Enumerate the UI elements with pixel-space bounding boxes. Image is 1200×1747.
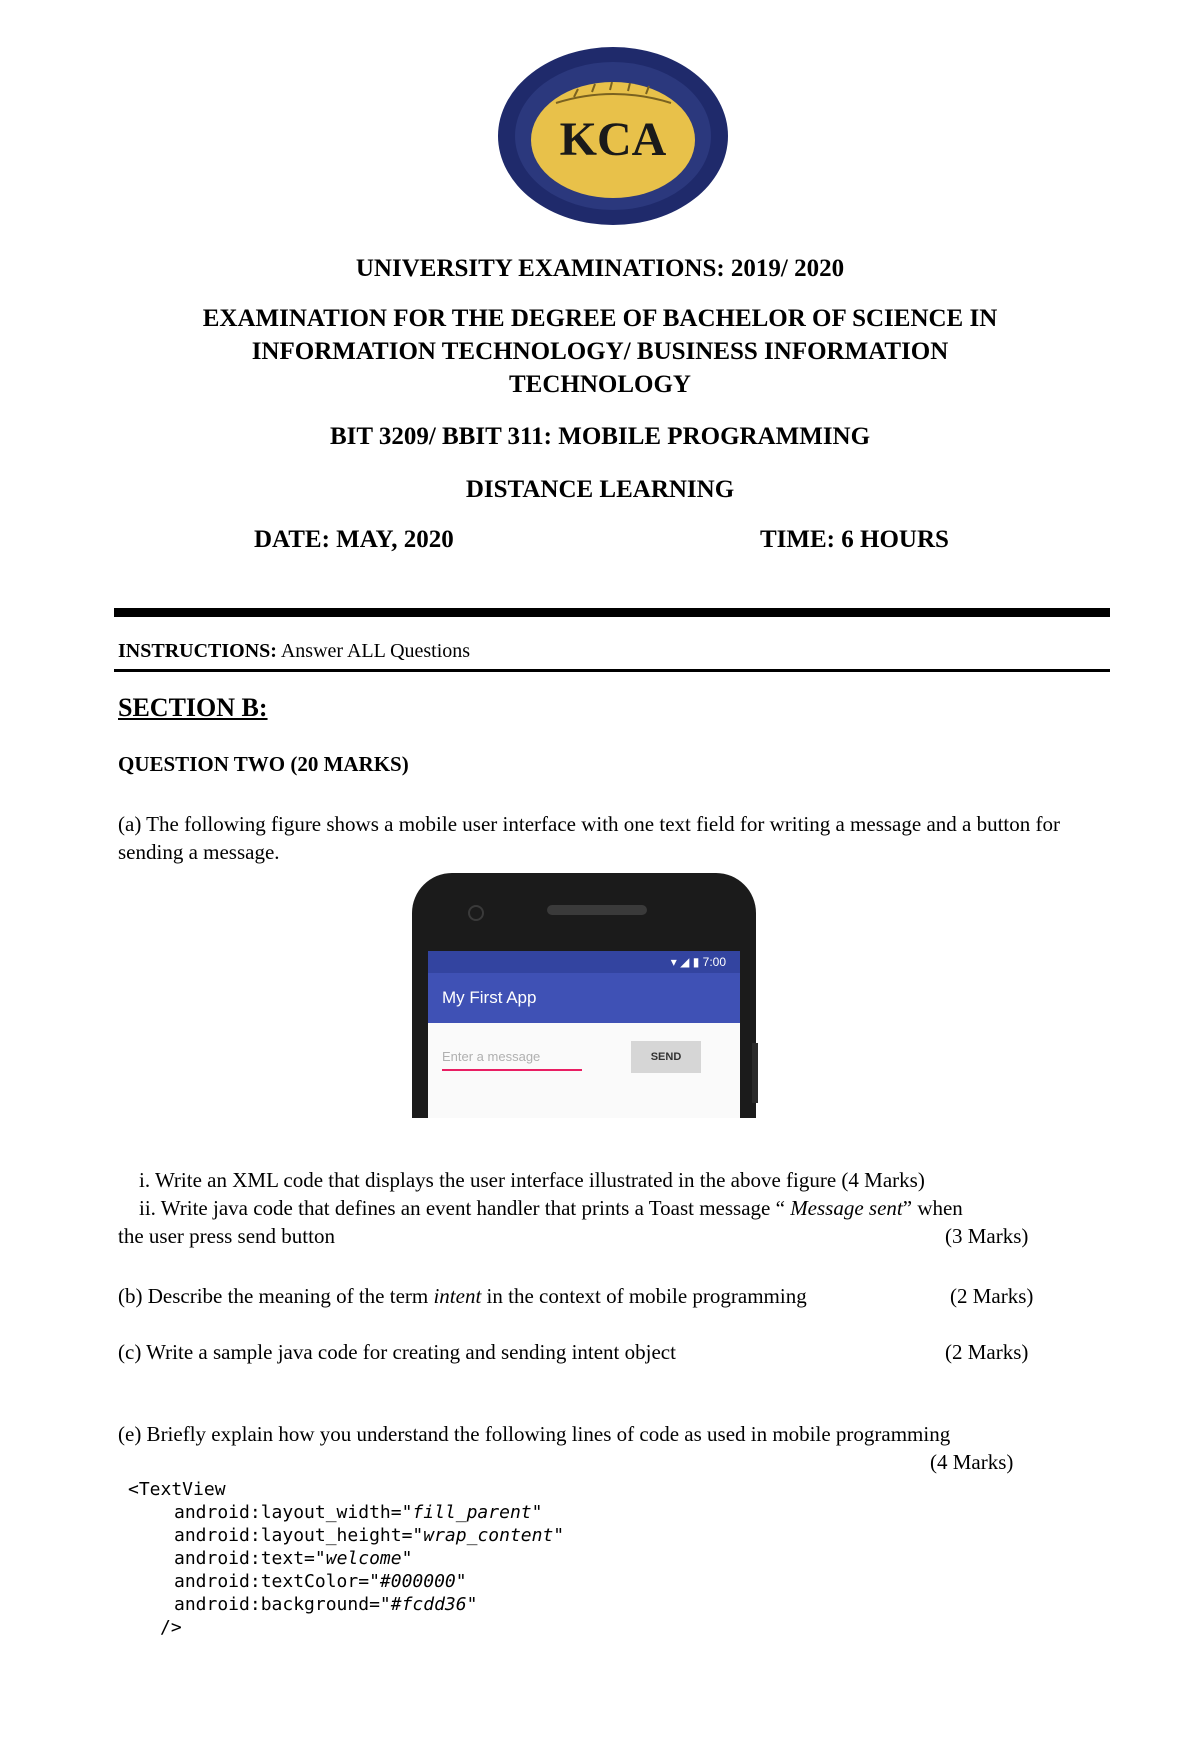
question-a-ii (139, 1196, 963, 1221)
instructions-label: INSTRUCTIONS: (118, 640, 277, 662)
code-attr: android:textColor= (174, 1571, 370, 1592)
code-value: "welcome" (314, 1548, 413, 1569)
speaker-grille (547, 905, 647, 915)
question-a-ii-marks: (3 Marks) (945, 1224, 1029, 1248)
phone-side-button (752, 1043, 758, 1103)
question-a-ii-end: ” when (902, 1196, 963, 1220)
question-a-ii-start: ii. Write java code that defines an event handler that prints a Toast message “ (139, 1196, 791, 1220)
course-title: BIT 3209/ BBIT 311: MOBILE PROGRAMMING (329, 423, 871, 450)
divider-thick (114, 608, 1110, 617)
question-e: (e) Briefly explain how you understand the following lines of code as used in mobile programming (118, 1422, 951, 1446)
code-value: "#fcdd36" (379, 1594, 478, 1615)
instructions (118, 640, 470, 663)
code-line-1 (174, 1501, 542, 1524)
code-line-3 (174, 1547, 412, 1570)
degree-line-2: INFORMATION TECHNOLOGY/ BUSINESS INFORMATION (251, 338, 949, 365)
code-value: "#000000" (369, 1571, 467, 1592)
camera-icon (468, 905, 484, 921)
phone-figure (412, 873, 756, 1118)
divider-thin (114, 669, 1110, 672)
degree-line-3: TECHNOLOGY (509, 371, 691, 398)
exam-date: DATE: MAY, 2020 (254, 526, 454, 553)
question-b-start: (b) Describe the meaning of the term (118, 1284, 434, 1308)
degree-line-1: EXAMINATION FOR THE DEGREE OF BACHELOR OF SCIENCE IN (202, 305, 998, 332)
question-a-text: (a) The following figure shows a mobile user interface with one text field for writing a message and a button for sending a message. (118, 812, 1060, 864)
question-a-ii-line2: the user press send button (118, 1224, 335, 1248)
code-value: "fill_parent" (401, 1502, 543, 1523)
question-b (118, 1284, 807, 1309)
send-button[interactable]: SEND (631, 1041, 701, 1073)
code-open-tag: <TextView (128, 1479, 226, 1500)
term-intent: intent (433, 1284, 482, 1308)
code-attr: android:text= (174, 1548, 315, 1569)
code-attr: android:background= (174, 1594, 380, 1615)
instructions-text: Answer ALL Questions (280, 640, 471, 662)
status-bar (428, 951, 740, 973)
code-attr: android:layout_width= (174, 1502, 402, 1523)
status-icons: ▾ ◢ ▮ 7:00 (671, 951, 740, 973)
question-title: QUESTION TWO (20 MARKS) (118, 752, 409, 776)
section-heading: SECTION B: (118, 693, 268, 722)
app-bar (428, 973, 740, 1023)
code-attr: android:layout_height= (174, 1525, 413, 1546)
svg-text:KCA: KCA (559, 113, 667, 166)
degree-title (0, 302, 1200, 401)
question-c-marks: (2 Marks) (945, 1340, 1029, 1364)
study-mode: DISTANCE LEARNING (465, 476, 735, 503)
question-c: (c) Write a sample java code for creating and sending intent object (118, 1340, 676, 1364)
toast-message: Message sent (790, 1196, 903, 1220)
question-e-marks: (4 Marks) (930, 1450, 1014, 1474)
code-line-5 (174, 1593, 477, 1616)
phone-screen (428, 951, 740, 1118)
question-b-end: in the context of mobile programming (481, 1284, 807, 1308)
question-a-i: i. Write an XML code that displays the user interface illustrated in the above figure (4 Marks) (139, 1168, 925, 1192)
message-input[interactable] (442, 1043, 582, 1071)
question-b-marks: (2 Marks) (950, 1284, 1034, 1308)
code-line-2 (174, 1524, 564, 1547)
code-close-tag: /> (160, 1617, 182, 1638)
code-value: "wrap_content" (412, 1525, 565, 1546)
status-time: 7:00 (702, 955, 726, 969)
app-title: My First App (442, 988, 537, 1007)
code-line-4 (174, 1570, 467, 1593)
kca-university-logo (496, 45, 730, 227)
exam-time: TIME: 6 HOURS (760, 526, 949, 553)
exam-title: UNIVERSITY EXAMINATIONS: 2019/ 2020 (355, 255, 845, 282)
